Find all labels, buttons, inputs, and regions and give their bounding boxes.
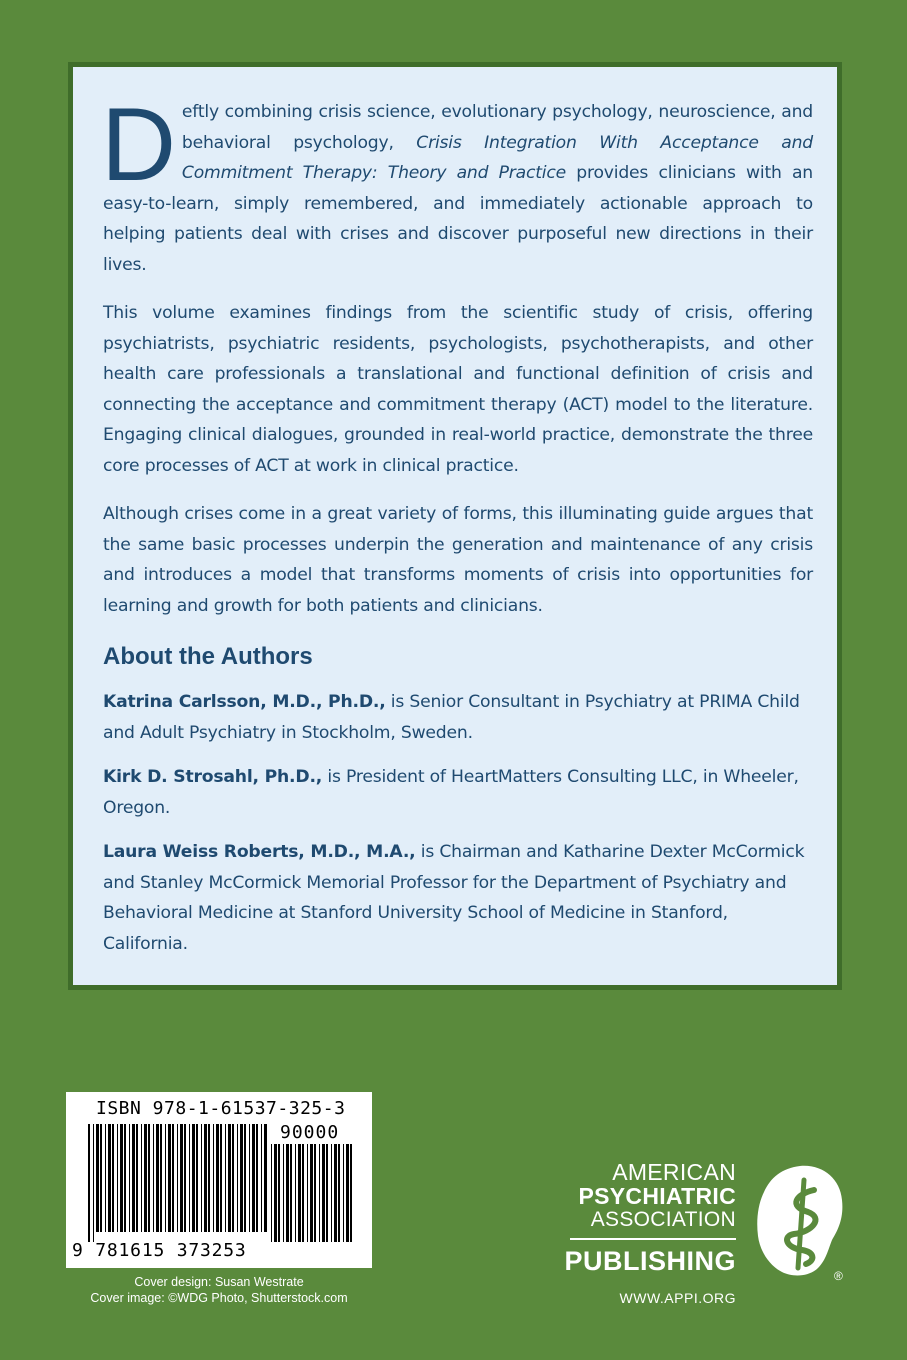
barcode-bar (220, 1124, 222, 1232)
barcode-bar (148, 1124, 150, 1232)
barcode-bar (249, 1124, 250, 1232)
barcode-bar (314, 1144, 316, 1242)
authors-heading: About the Authors (103, 643, 313, 670)
author-name: Kirk D. Strosahl, Ph.D., (103, 767, 323, 787)
barcode-bar (160, 1124, 162, 1232)
publisher-line-publishing: PUBLISHING (564, 1246, 736, 1276)
author-bio-text: is President of HeartMatters Consulting LLC, in Wheeler, Oregon. (103, 767, 799, 818)
barcode-bar (216, 1124, 219, 1232)
barcode-box (66, 1092, 372, 1268)
blurb-paragraph-1 (101, 87, 814, 280)
barcode-bar (100, 1124, 102, 1232)
barcode-bar (180, 1124, 183, 1232)
barcode-bar (298, 1144, 301, 1242)
book-title-italic: Crisis Integration With Acceptance and Commitment Therapy: Theory and Practice (181, 132, 813, 183)
barcode-bar (172, 1124, 174, 1232)
author-bio-text: is Senior Consultant in Psychiatry at PRIMA Child and Adult Psychiatry in Stockholm, Sweden. (103, 692, 800, 743)
ean-barcode (88, 1124, 270, 1242)
barcode-bar (153, 1124, 154, 1232)
blurb-paragraph-3: Although crises come in a great variety of forms, this illuminating guide argues that the same basic processes underpin the generation and maintenance of any crisis and introduces a model that transforms moments of crisis into opportunities for learning and growth for both patients and clinicians. (103, 504, 813, 616)
barcode-bar (350, 1144, 352, 1242)
barcode-bar (278, 1144, 280, 1242)
barcode-bar (310, 1144, 313, 1242)
barcode-bar (96, 1124, 99, 1232)
barcode-bar (132, 1124, 135, 1232)
dropcap-letter: D (101, 87, 176, 203)
barcode-bar (129, 1124, 130, 1232)
publisher-line-psychiatric: PSYCHIATRIC (578, 1183, 736, 1209)
barcode-bar (240, 1124, 243, 1232)
barcode-bar (184, 1124, 186, 1232)
barcode-bar (326, 1144, 328, 1242)
barcode-bar (252, 1124, 255, 1232)
isbn-text: ISBN 978-1-61537-325-3 (96, 1098, 346, 1119)
publisher-divider (570, 1238, 736, 1240)
barcode-bar (346, 1144, 349, 1242)
ean-digits: 9 781615 373253 (72, 1240, 247, 1261)
price-code: 90000 (280, 1122, 340, 1143)
barcode-bar (228, 1124, 231, 1232)
barcode-bar (165, 1124, 166, 1232)
barcode-bar (271, 1144, 272, 1242)
barcode-bar (274, 1144, 277, 1242)
cover-image-credit: Cover image: ©WDG Photo, Shutterstock.com (90, 1291, 348, 1305)
description-panel (68, 62, 842, 990)
barcode-bar (144, 1124, 147, 1232)
barcode-bar (256, 1124, 258, 1232)
barcode-bar (112, 1124, 114, 1232)
barcode-bar (105, 1124, 106, 1232)
publisher-line-association: ASSOCIATION (590, 1208, 736, 1231)
description-content (101, 87, 814, 973)
cover-design-credit: Cover design: Susan Westrate (134, 1275, 304, 1289)
barcode-bar (307, 1144, 308, 1242)
barcode-bar (208, 1124, 210, 1232)
barcode-bar (177, 1124, 178, 1232)
barcode-bar (93, 1124, 94, 1242)
author-bio (103, 837, 813, 959)
barcode-bar (343, 1144, 344, 1242)
barcode-bar (189, 1124, 190, 1232)
barcode-bar (201, 1124, 202, 1232)
barcode-bar (290, 1144, 292, 1242)
barcode-bar (264, 1124, 267, 1232)
barcode-bar (232, 1124, 234, 1232)
blurb-p1-text-b: provides clinicians with an easy-to-learn, simply remembered, and immediately actionable approach to helping patients deal with crises and discover purposeful new directions in their lives. (103, 163, 814, 275)
registered-mark: ® (834, 1269, 843, 1283)
barcode-bar (204, 1124, 207, 1232)
publisher-url: WWW.APPI.ORG (619, 1290, 736, 1306)
barcode-bar (295, 1144, 296, 1242)
blurb-paragraph-2: This volume examines findings from the scientific study of crisis, offering psychiatrists, psychiatric residents, psychologists, psychotherapists, and other health care professionals a translational and functional definition of crisis and connecting the acceptance and commitment therapy (ACT) model to the literature. Engaging clinical dialogues, grounded in real-world practice, demonstrate the three core processes of ACT at work in clinical practice. (103, 303, 813, 476)
barcode-bar (244, 1124, 246, 1232)
author-bio (103, 687, 813, 748)
author-name: Katrina Carlsson, M.D., Ph.D., (103, 692, 386, 712)
barcode-bar (108, 1124, 111, 1232)
barcode-bar (88, 1124, 90, 1242)
barcode-bar (120, 1124, 123, 1232)
cover-credits (66, 1274, 372, 1306)
barcode-bar (338, 1144, 340, 1242)
barcode-bar (319, 1144, 320, 1242)
publisher-wordmark (540, 1160, 736, 1276)
addon-barcode (271, 1144, 353, 1242)
barcode-bar (124, 1124, 126, 1232)
barcode-bar (261, 1124, 262, 1232)
barcode-bar (213, 1124, 214, 1232)
author-bio (103, 762, 813, 823)
barcode-bar (168, 1124, 171, 1232)
barcode-bar (302, 1144, 304, 1242)
blurb-p1-text-a: eftly combining crisis science, evolutionary psychology, neuroscience, and behavioral psychology, (181, 102, 813, 153)
barcode-bar (286, 1144, 289, 1242)
barcode-bar (225, 1124, 226, 1232)
barcode-bar (331, 1144, 332, 1242)
barcode-bar (141, 1124, 142, 1232)
barcode-bar (156, 1124, 159, 1232)
barcode-bar (237, 1124, 238, 1232)
barcode-bar (283, 1144, 284, 1242)
author-name: Laura Weiss Roberts, M.D., M.A., (103, 842, 416, 862)
apa-logo-icon (752, 1160, 848, 1284)
barcode-bar (322, 1144, 325, 1242)
barcode-bar (196, 1124, 198, 1232)
barcode-bar (117, 1124, 118, 1232)
barcode-bar (136, 1124, 138, 1232)
publisher-line-american: AMERICAN (612, 1159, 736, 1185)
barcode-bar (192, 1124, 195, 1232)
barcode-bar (334, 1144, 337, 1242)
author-bio-text: is Chairman and Katharine Dexter McCormick and Stanley McCormick Memorial Professor for the Department of Psychiatry and Behavioral Medicine at Stanford University School of Medicine in Stanford, California. (103, 842, 805, 954)
